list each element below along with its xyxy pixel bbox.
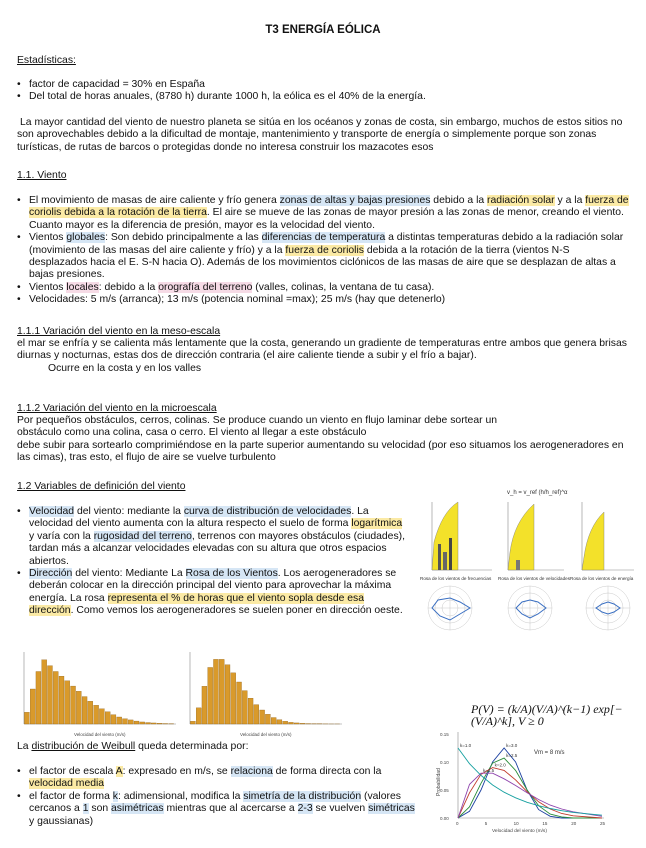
text: : Son debido principalmente a las: [105, 232, 262, 244]
highlight: representa el % de horas que el viento sopla desde esa dirección: [29, 592, 365, 617]
weibull-legend: Vm = 8 m/s: [534, 750, 565, 756]
text: : adimensional, modifica la: [117, 790, 244, 802]
stats-paragraph: La mayor cantidad del viento de nuestro planeta se sitúa en los océanos y zonas de costa, sin embargo, muchos de estos sitios no son aprovechables debido a la dificultad de montaje, mantenimiento y transporte de energía o simplemente porque son zonas turísticas, de rutas de barcos o protegidas donde no interesa construir los mazacotes esos: [17, 117, 623, 153]
profile-3: [582, 502, 634, 570]
histogram-bar: [219, 659, 224, 724]
histogram-bar: [208, 667, 213, 724]
highlight: Rosa de los Vientos: [185, 568, 278, 580]
text: Vientos: [29, 281, 67, 293]
section-heading-micro: 1.1.2 Variación del viento en la microescala: [17, 403, 217, 414]
micro-paragraph: [17, 415, 629, 465]
highlight: k: [112, 790, 118, 802]
highlight: diferencias de temperatura: [261, 232, 386, 244]
weibull-k-label: k=1.0: [460, 743, 472, 748]
section-heading-viento: 1.1. Viento: [17, 170, 67, 181]
weibull-k-label: k=2.5: [506, 753, 518, 759]
list-item: [17, 232, 629, 282]
text: : debido a la: [98, 281, 159, 293]
list-item: [17, 791, 419, 828]
weibull-series-line: [458, 758, 602, 818]
highlight: 1: [82, 803, 89, 815]
highlight: zonas de altas y bajas presiones: [279, 195, 431, 206]
histogram-bar: [59, 676, 64, 724]
weibull-x-tick: 25: [600, 821, 606, 826]
weibull-xlabel: Velocidad del viento (m/s): [492, 829, 547, 834]
text: el factor de escala: [29, 766, 116, 777]
histogram-bar: [71, 686, 76, 724]
histogram-bar: [196, 708, 201, 724]
rose-label-1: Rosa de los vientos de frecuencias: [420, 576, 492, 581]
histogram-bar: [271, 718, 276, 724]
histogram-bar: [53, 672, 58, 725]
formula-handwritten: v_h = v_ref (h/h_ref)^α: [507, 490, 568, 496]
text: El movimiento de masas de aire caliente y frío genera: [29, 195, 280, 206]
highlight: rugosidad del terreno: [93, 530, 192, 542]
histogram-bar: [225, 665, 230, 724]
histogram-bar: [122, 719, 127, 724]
text: (valores cercanos a: [29, 790, 401, 815]
histogram-bar: [76, 691, 81, 724]
text: , terrenos con mayores obstáculos (ciudades), tardan más a alcanzar velocidades elevadas con su altura que otros espacios abiertos.: [29, 530, 406, 567]
weibull-y-tick: 0.10: [440, 760, 449, 765]
histogram-bar: [36, 672, 41, 725]
list-item: [17, 766, 419, 791]
text: Vientos: [29, 232, 67, 244]
histogram-xlabel: Velocidad del viento (m/s): [74, 732, 126, 737]
text: . Los aerogeneradores se deberán colocar en la dirección principal del viento para aprovechar la máxima energía. La rosa: [29, 568, 397, 604]
text: La: [17, 741, 32, 752]
list-item: • Velocidades: 5 m/s (arranca); 13 m/s (potencia nominal =max); 25 m/s (hay que detenerlo): [17, 294, 629, 306]
histogram-bar: [288, 722, 293, 724]
histogram-bar: [117, 717, 122, 724]
page-title: T3 ENERGÍA EÓLICA: [265, 24, 381, 36]
list-item: [17, 506, 405, 568]
text: distribución de Weibull: [31, 741, 136, 752]
histogram-xlabel: Velocidad del viento (m/s): [240, 732, 292, 737]
histogram-bar: [202, 686, 207, 724]
highlight: curva de distribución de velocidades: [183, 506, 352, 517]
highlight: simétricas: [368, 803, 415, 815]
weibull-y-tick: 0.00: [440, 816, 449, 821]
highlight: locales: [66, 281, 99, 293]
histogram-bar: [260, 710, 265, 724]
weibull-chart: [432, 726, 610, 836]
weibull-x-tick: 15: [542, 821, 548, 826]
text: son: [88, 803, 112, 815]
highlight: fuerza de coriolis: [285, 244, 364, 256]
weibull-k-label: k=1.5: [483, 768, 495, 774]
wind-rose-3: [586, 586, 630, 630]
variables-list: [17, 506, 405, 618]
viento-list: [17, 195, 629, 307]
highlight: asimétricas: [111, 803, 164, 815]
histogram-bar: [94, 705, 99, 724]
histogram-bar: [213, 659, 218, 724]
text: debido a la: [430, 195, 488, 206]
weibull-x-tick: 0: [456, 821, 459, 826]
histogram-bar: [242, 691, 247, 724]
histogram-bar: [157, 723, 162, 724]
histogram-bar: [190, 721, 195, 724]
text: el factor de forma: [29, 790, 113, 802]
highlight: logarítmica: [351, 518, 403, 530]
weibull-k-label: k=3.0: [506, 743, 518, 748]
weibull-x-tick: 5: [484, 821, 488, 826]
text: del viento: Mediante La: [72, 568, 186, 580]
histogram-bar: [254, 705, 259, 724]
histogram-bar: [134, 721, 139, 724]
highlight: fuerza de coriolis debida a la rotación de la tierra: [29, 195, 629, 219]
text: . La velocidad del viento aumenta con la altura respecto el suelo de forma: [29, 506, 369, 530]
rose-label-3: Rosa de los vientos de energía: [570, 576, 634, 581]
text: y gaussianas): [29, 815, 94, 827]
highlight: Velocidad: [29, 506, 75, 517]
highlight: A: [115, 766, 123, 777]
text: debida a la rotación de la tierra (vientos N-S desplazados hacia el E. S-N hacia O). Además de los movimientos ciclónicos de las masas de aire que se desplazan de altas a bajas presiones.: [29, 244, 616, 281]
profile-1: [432, 502, 492, 570]
weibull-y-tick: 0.05: [440, 788, 449, 793]
list-item: • Del total de horas anuales, (8780 h) durante 1000 h, la eólica es el 40% de la energía.: [17, 91, 629, 103]
histogram-bar: [99, 709, 104, 724]
highlight: velocidad media: [29, 778, 105, 790]
text-line: obstáculo como una colina, casa o cerro. El viento al llegar a este obstáculo: [17, 427, 367, 439]
weibull-intro: [17, 741, 248, 753]
histogram-bar: [151, 723, 156, 724]
meso-note: Ocurre en la costa y en los valles: [48, 363, 202, 374]
weibull-y-tick: 0.15: [440, 732, 449, 737]
meso-paragraph: el mar se enfría y se calienta más lentamente que la costa, generando un gradiente de temperaturas entre ambos que genera brisas diurnas y nocturnas, estas dos de dirección contraria (el aire caliente tiende a subir y el frío a bajar).: [17, 338, 627, 362]
weibull-x-tick: 10: [513, 821, 519, 826]
highlight: Dirección: [29, 568, 73, 580]
histogram-bar: [294, 723, 299, 724]
profiles-roses-figure: [412, 482, 638, 636]
histogram-bar: [111, 715, 116, 724]
profile-2: [508, 502, 564, 570]
stats-list: [17, 79, 629, 104]
histogram-bar: [47, 666, 52, 724]
histogram-bar: [277, 720, 282, 724]
text: a distintas temperaturas debido a la radiación solar (movimiento de las masas del aire caliente y frío) y a la: [29, 232, 624, 256]
weibull-k-label: k=2.0: [494, 762, 506, 768]
histogram-bar: [105, 712, 110, 724]
stats-heading: Estadísticas:: [17, 55, 76, 66]
weibull-ylabel: Probabilidad: [436, 768, 442, 796]
weibull-series-line: [458, 748, 602, 818]
text: . El aire se mueve de las zonas de mayor presión a las zonas de menor, creando el viento. Cuanto mayor es la diferencia de presión, mayor es la velocidad del viento.: [29, 207, 624, 231]
text: del viento: mediante la: [74, 506, 184, 517]
histogram-bar: [237, 682, 242, 724]
histogram-bar: [146, 723, 151, 724]
highlight: simetría de la distribución: [243, 790, 362, 802]
histogram-bar: [300, 723, 305, 724]
histogram-2: [180, 648, 346, 740]
list-item: [17, 282, 629, 294]
text: queda determinada por:: [135, 741, 249, 752]
text: mientras que al acercarse a: [163, 803, 298, 815]
histogram-bar: [128, 720, 133, 724]
rose-label-2: Rosa de los vientos de velocidades: [498, 576, 571, 581]
histogram-bar: [231, 673, 236, 724]
section-heading-meso: 1.1.1 Variación del viento en la meso-escala: [17, 326, 221, 337]
text: : expresado en m/s, se: [122, 766, 231, 777]
weibull-formula: P(V) = (k/A)(V/A)^(k−1) exp[−(V/A)^k], V ≥ 0: [471, 702, 623, 729]
histogram-bar: [42, 660, 47, 724]
weibull-list: [17, 766, 419, 828]
list-item: [17, 195, 629, 232]
text-line: debe subir para sortearlo comprimiéndose en la parte superior aumentando su velocidad (por eso situamos los aerogeneradores en las cimas), tras esto, el flujo de aire se vuelve turbulento: [17, 439, 624, 464]
highlight: radiación solar: [487, 195, 555, 206]
highlight: globales: [66, 232, 106, 244]
histogram-bar: [24, 712, 29, 724]
text: y varía con la: [29, 530, 94, 542]
section-heading-variables: 1.2 Variables de definición del viento: [17, 481, 186, 492]
histogram-bar: [140, 722, 145, 724]
text: de forma directa con la: [272, 766, 382, 777]
text: y a la: [554, 195, 586, 206]
histogram-bar: [265, 714, 270, 724]
highlight: orografía del terreno: [158, 281, 253, 293]
histogram-bar: [82, 697, 87, 724]
highlight: 2-3: [297, 803, 313, 815]
wind-rose-1: [428, 586, 472, 630]
weibull-series-line: [458, 748, 602, 815]
text: se vuelven: [312, 803, 369, 815]
text: . Como vemos los aerogeneradores se suelen poner en dirección oeste.: [70, 605, 403, 617]
histogram-bar: [30, 689, 35, 724]
text-line: Por pequeños obstáculos, cerros, colinas. Se produce cuando un viento en flujo laminar debe sortear un: [17, 415, 497, 426]
weibull-x-tick: 20: [571, 821, 577, 826]
histogram-bar: [88, 701, 93, 724]
highlight: relaciona: [230, 766, 273, 777]
wind-rose-2: [508, 586, 552, 630]
histogram-bar: [65, 681, 70, 724]
histogram-1: [14, 648, 180, 740]
list-item: [17, 568, 405, 618]
histogram-bar: [283, 721, 288, 724]
text: (valles, colinas, la ventana de tu casa).: [252, 281, 435, 293]
list-item: • factor de capacidad = 30% en España: [17, 79, 629, 91]
histogram-bar: [248, 698, 253, 724]
